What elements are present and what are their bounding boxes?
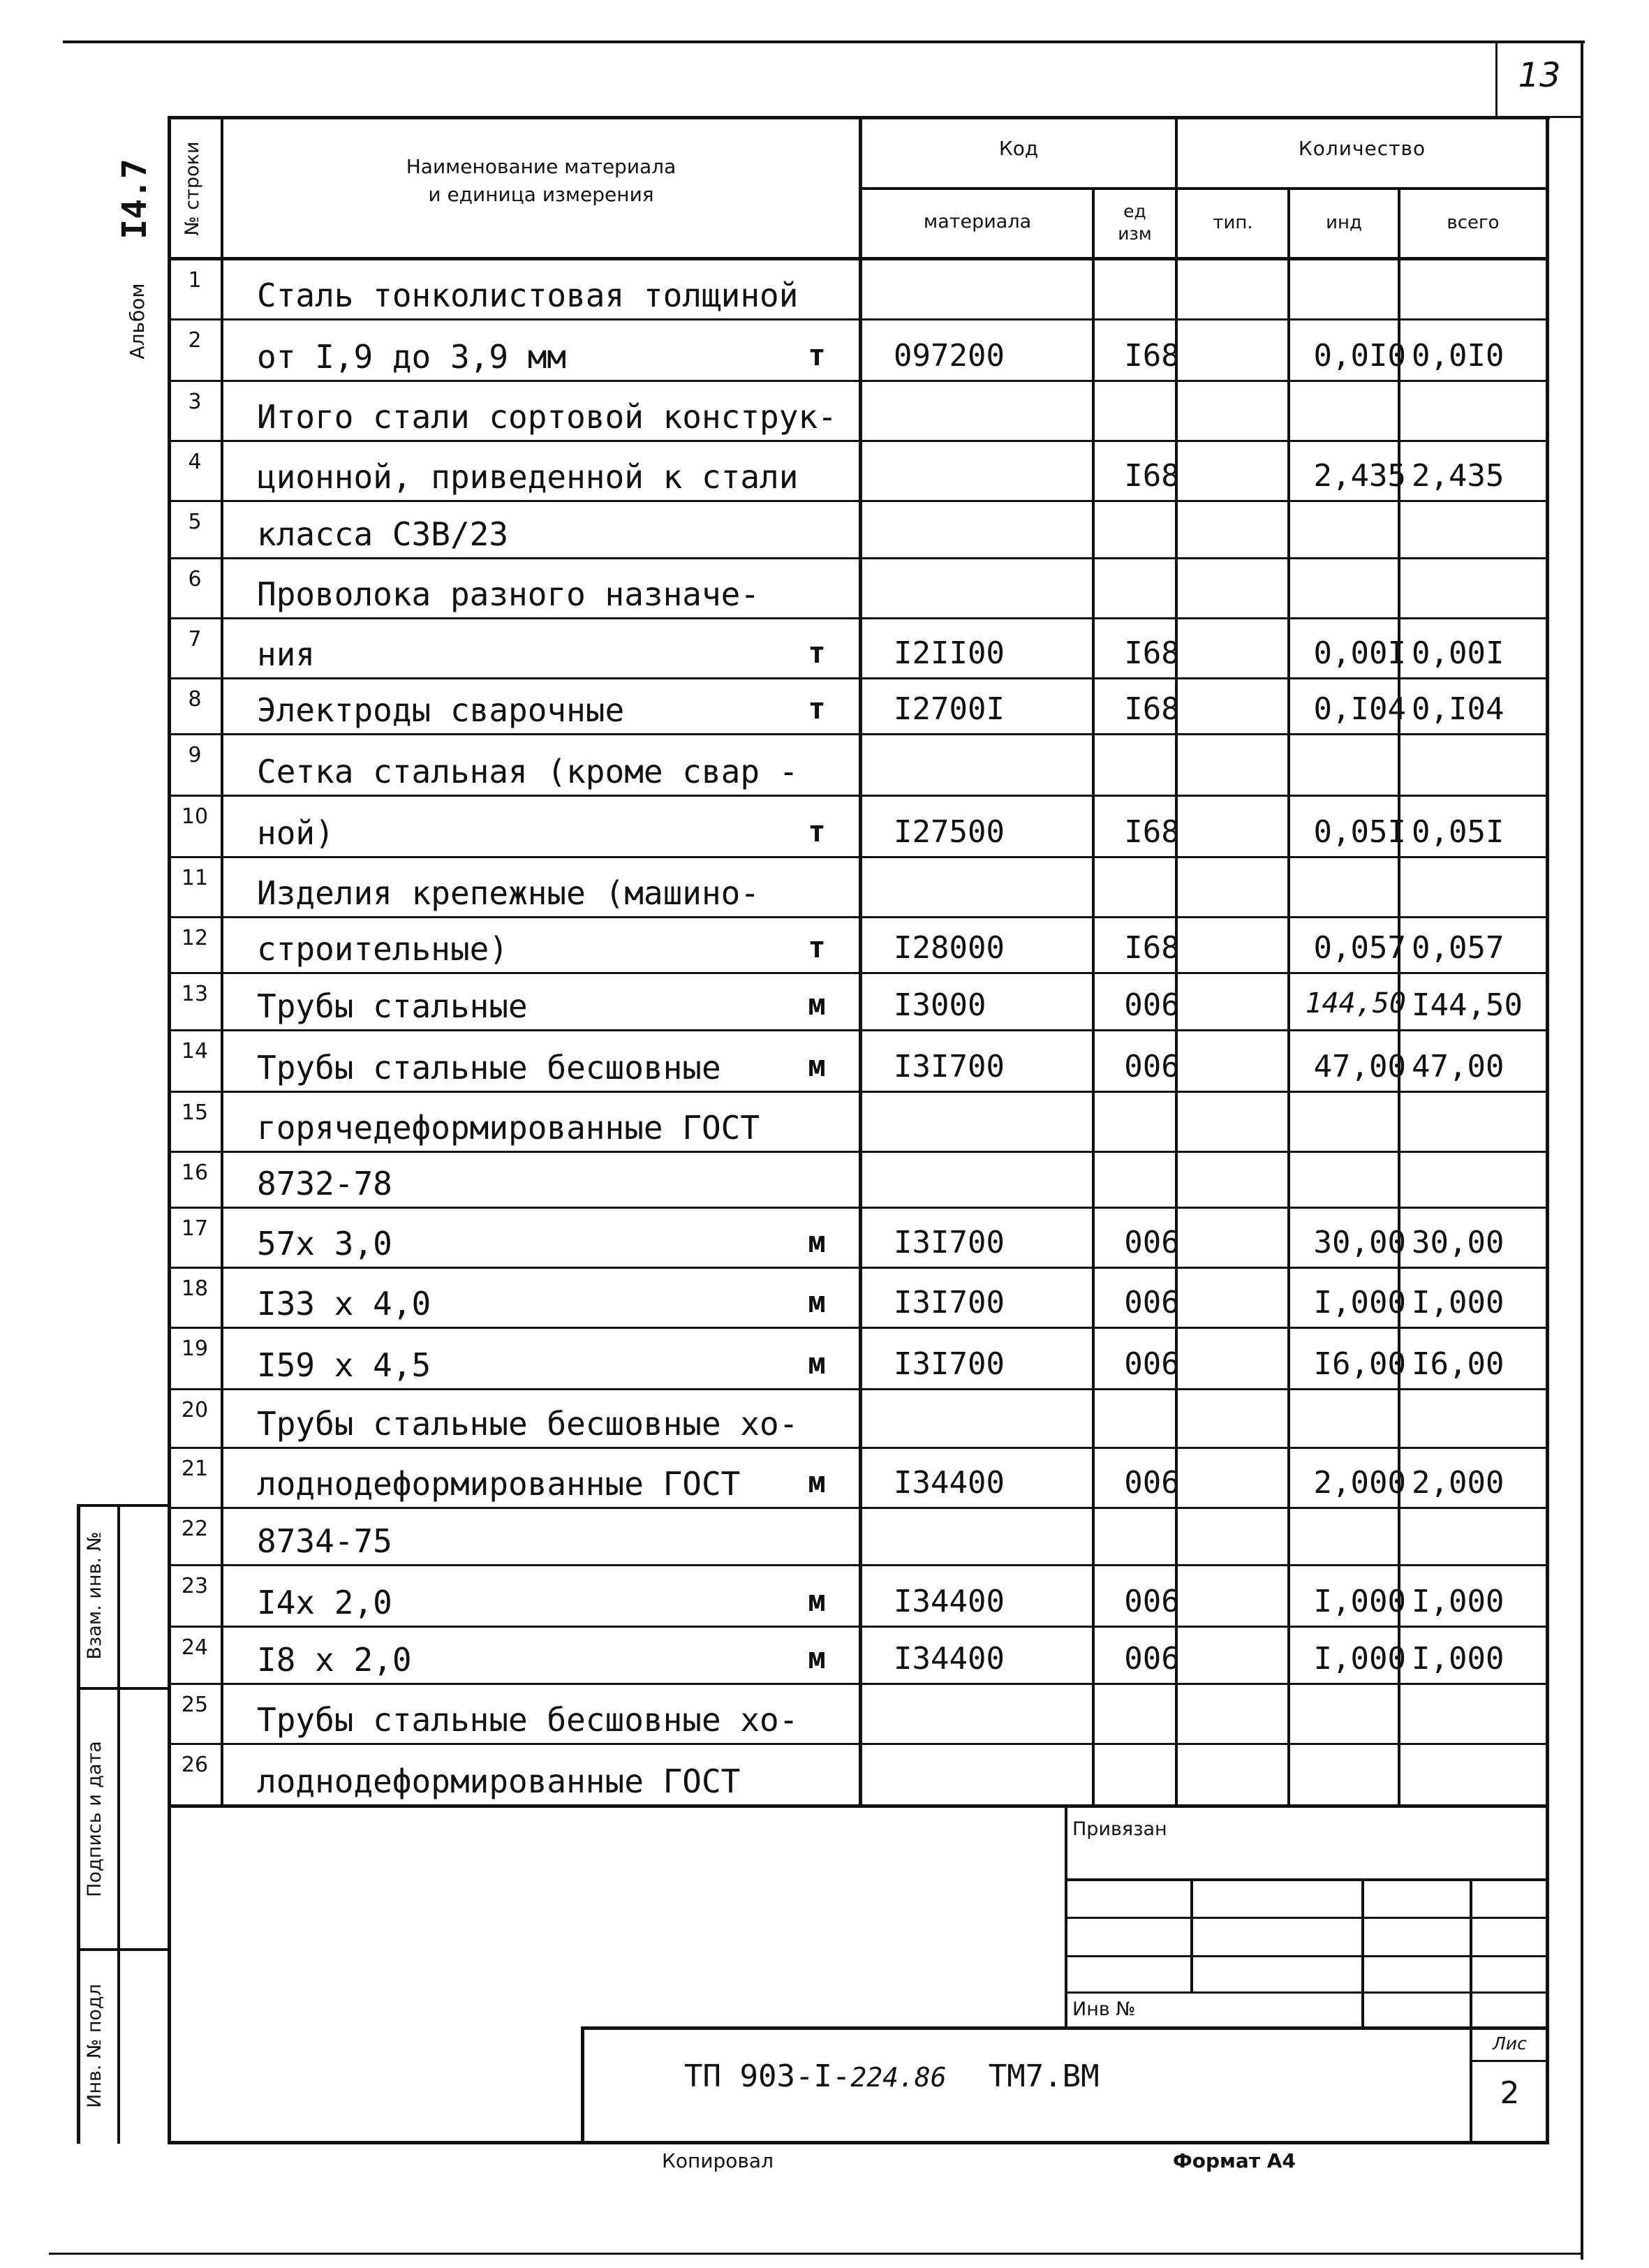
header-code-unit-2: изм [1118,223,1152,244]
row-divider [170,1683,1547,1685]
material-code: I34400 [894,1584,1005,1619]
material-name: Трубы стальные бесшовные хо- [257,1405,799,1443]
qty-total: I,000 [1412,1285,1504,1320]
qty-ind: 2,000 [1313,1465,1406,1501]
right-border-line [1581,40,1583,2260]
material-name: Итого стали сортовой конструк- [257,398,837,436]
row-divider [170,972,1547,974]
unit-code: 006 [1124,1641,1180,1677]
qty-total: 30,00 [1412,1225,1504,1260]
qty-ind: I,000 [1313,1285,1406,1320]
row-divider [170,1207,1547,1209]
row-number: 13 [181,982,209,1006]
title-block-col-1 [1190,1878,1193,1991]
row-divider [170,916,1547,918]
title-block-row-3 [1065,1955,1548,1957]
material-code: I34400 [894,1465,1005,1501]
row-number: 10 [181,804,209,829]
album-number: I4.7 [115,159,154,240]
header-qty-group: Количество [1298,137,1426,160]
unit-symbol: т [808,814,826,848]
unit-symbol: м [808,1049,826,1083]
row-number: 23 [181,1574,209,1598]
material-name: Трубы стальные бесшовные [257,1049,721,1087]
row-number: 11 [181,866,209,890]
qty-total: I,000 [1412,1641,1504,1677]
title-block-col-3 [1470,1878,1472,2141]
row-divider [170,318,1547,321]
row-divider [170,733,1547,735]
row-number: 9 [188,743,202,767]
material-name: строительные) [257,930,509,968]
sheet-number: 13 [1518,56,1561,95]
qty-total: 2,435 [1412,458,1504,494]
unit-symbol: м [808,1584,826,1618]
qty-total: 0,0I0 [1412,338,1504,374]
row-number: 6 [188,567,202,591]
material-name: I59 х 4,5 [257,1346,431,1384]
material-name: I33 х 4,0 [257,1285,431,1323]
material-name: 8734-75 [257,1522,392,1560]
qty-total: I,000 [1412,1584,1504,1619]
bottom-border-line [49,2253,1583,2255]
unit-symbol: м [808,1346,826,1380]
album-label: Альбом [126,283,149,360]
unit-symbol: т [808,691,826,726]
material-code: I3I700 [894,1285,1005,1320]
header-row-number: № строки [182,141,203,236]
qty-ind: 0,05I [1313,814,1406,850]
document-code-part-b: 224.86 [850,2062,947,2093]
header-name-line1: Наименование материала [406,155,676,178]
col-line-rownum [221,116,223,1806]
list-box-divider [1470,2060,1548,2062]
qty-ind: 0,057 [1313,930,1406,966]
row-number: 5 [188,510,202,534]
qty-total: I44,50 [1412,987,1523,1023]
material-code: I2II00 [894,635,1005,671]
material-name: 57х 3,0 [257,1225,392,1262]
row-divider [170,1388,1547,1390]
row-number: 12 [181,926,209,950]
table-right-line [1546,116,1549,2144]
unit-symbol: м [808,1225,826,1259]
title-block-col-2 [1361,1878,1364,2028]
row-number: 14 [181,1039,209,1063]
col-line-code [1092,189,1095,1806]
row-number: 16 [181,1161,209,1185]
unit-symbol: м [808,1285,826,1319]
material-name: Трубы стальные [257,987,528,1025]
document-code-part-a: ТП 903-I- [684,2059,851,2094]
material-code: I2700I [894,691,1005,727]
unit-code: I68 [1124,635,1180,671]
material-name: лоднодеформированные ГОСТ [257,1465,741,1503]
unit-symbol: м [808,1465,826,1499]
header-code-material: материала [923,211,1032,233]
row-number: 25 [181,1693,209,1717]
header-mid-line [859,187,1548,190]
row-divider [170,1626,1547,1628]
material-name: Сталь тонколистовая толщиной [257,277,799,314]
document-code-part-c: ТМ7.ВМ [988,2059,1100,2094]
unit-code: 006 [1124,1346,1180,1382]
title-block-top [168,1804,1549,1808]
row-divider [170,795,1547,797]
qty-ind: 47,00 [1313,1049,1406,1084]
list-label: Лис [1493,2033,1527,2054]
title-main-left [581,2026,584,2144]
row-divider [170,557,1547,559]
header-name-line2: и единица измерения [428,183,654,206]
unit-symbol: т [808,338,826,372]
material-code: I3I700 [894,1346,1005,1382]
row-number: 1 [188,268,202,293]
unit-code: 006 [1124,1049,1180,1084]
qty-ind: 0,I04 [1313,691,1406,727]
qty-ind: I,000 [1313,1641,1406,1677]
unit-code: 006 [1124,987,1180,1023]
title-block-row-4 [1065,1991,1548,1994]
inv-no-label: Инв № [1072,1998,1136,2020]
table-left-line [168,116,171,2144]
material-code: I28000 [894,930,1005,966]
material-name: Проволока разного назначе- [257,575,760,613]
row-number: 2 [188,328,202,353]
material-name: ционной, приведенной к стали [257,458,799,496]
row-divider [170,440,1547,442]
row-number: 8 [188,687,202,712]
side-stamp-left-line [77,1504,80,2144]
side-stamp-top-line [77,1504,169,1507]
row-number: 4 [188,450,202,474]
unit-code: I68 [1124,458,1180,494]
side-stamp-vzam: Взам. инв. № [84,1531,105,1660]
row-divider [170,380,1547,382]
header-qty-ind: инд [1326,212,1362,233]
list-number: 2 [1500,2075,1520,2111]
material-code: I34400 [894,1641,1005,1677]
material-name: класса С3В/23 [257,515,509,553]
header-code-unit-1: ед [1123,201,1146,221]
qty-total: 2,000 [1412,1465,1504,1501]
material-name: Электроды сварочные [257,691,625,729]
unit-code: I68 [1124,930,1180,966]
material-name: Сетка стальная (кроме свар - [257,753,799,790]
row-divider [170,1151,1547,1153]
side-stamp-inv-podl: Инв. № подл [84,1984,105,2108]
unit-code: 006 [1124,1584,1180,1619]
row-divider [170,500,1547,502]
material-name: I8 х 2,0 [257,1641,412,1679]
side-stamp-podpis: Подпись и дата [84,1741,105,1897]
row-number: 18 [181,1276,209,1301]
qty-ind: 0,0I0 [1313,338,1406,374]
unit-code: I68 [1124,814,1180,850]
title-block-row-1 [1065,1878,1548,1881]
material-name: горячедеформированные ГОСТ [257,1109,760,1147]
row-divider [170,1267,1547,1269]
row-number: 15 [181,1100,209,1125]
title-block-left [1065,1804,1067,2028]
material-name: I4х 2,0 [257,1584,392,1621]
document-code [684,2059,1100,2094]
material-name: от I,9 до 3,9 мм [257,338,567,376]
header-bottom-line [168,257,1548,260]
col-line-typ [1287,189,1290,1806]
side-stamp-line-1 [77,1687,169,1690]
qty-total: I6,00 [1412,1346,1504,1382]
sheet-number-box-left [1495,42,1498,117]
qty-total: 0,057 [1412,930,1504,966]
row-divider [170,677,1547,679]
row-number: 19 [181,1336,209,1361]
material-code: I3I700 [894,1225,1005,1260]
unit-code: I68 [1124,691,1180,727]
title-main-top [581,2026,1548,2030]
header-qty-typ: тип. [1213,212,1253,233]
unit-code: 006 [1124,1465,1180,1501]
unit-symbol: м [808,987,826,1022]
qty-total: 0,00I [1412,635,1504,671]
row-divider [170,1447,1547,1449]
material-name: Изделия крепежные (машино- [257,874,760,912]
row-number: 24 [181,1635,209,1660]
material-code: I3I700 [894,1049,1005,1084]
row-number: 3 [188,390,202,414]
row-number: 22 [181,1517,209,1541]
material-code: 097200 [894,338,1005,374]
unit-code: 006 [1124,1285,1180,1320]
row-number: 20 [181,1398,209,1422]
row-number: 17 [181,1216,209,1241]
unit-code: I68 [1124,338,1180,374]
row-number: 21 [181,1457,209,1481]
row-divider [170,1507,1547,1509]
row-divider [170,1029,1547,1031]
unit-symbol: т [808,635,826,670]
row-divider [170,1564,1547,1566]
footer-copied: Копировал [662,2149,774,2172]
unit-code: 006 [1124,1225,1180,1260]
material-code: I27500 [894,814,1005,850]
qty-total: 0,I04 [1412,691,1504,727]
header-qty-total: всего [1447,212,1500,233]
top-border-line [63,40,1585,43]
qty-ind: 144,50 [1305,987,1406,1019]
row-divider [170,1743,1547,1745]
qty-ind: I6,00 [1313,1346,1406,1382]
material-name: лоднодеформированные ГОСТ [257,1762,741,1800]
material-name: 8732-78 [257,1165,392,1202]
side-stamp-line-2 [77,1948,169,1951]
row-divider [170,1091,1547,1093]
col-line-name [859,116,862,1806]
qty-ind: I,000 [1313,1584,1406,1619]
footer-format: Формат А4 [1173,2149,1296,2172]
unit-symbol: т [808,930,826,964]
qty-ind: 0,00I [1313,635,1406,671]
material-name: Трубы стальные бесшовные хо- [257,1701,799,1739]
table-bottom-line [168,2141,1549,2144]
qty-ind: 30,00 [1313,1225,1406,1260]
material-code: I3000 [894,987,986,1023]
qty-ind: 2,435 [1313,458,1406,494]
row-number: 26 [181,1753,209,1777]
material-name: ния [257,635,316,673]
header-code-group: Код [998,137,1039,160]
qty-total: 0,05I [1412,814,1504,850]
row-number: 7 [188,627,202,651]
side-stamp-mid-line [117,1504,120,2144]
row-divider [170,617,1547,619]
material-name: ной) [257,814,334,852]
row-divider [170,856,1547,858]
unit-symbol: м [808,1641,826,1675]
qty-total: 47,00 [1412,1049,1504,1084]
title-block-row-2 [1065,1917,1548,1919]
row-divider [170,1327,1547,1329]
privyazan-label: Привязан [1072,1818,1167,1840]
